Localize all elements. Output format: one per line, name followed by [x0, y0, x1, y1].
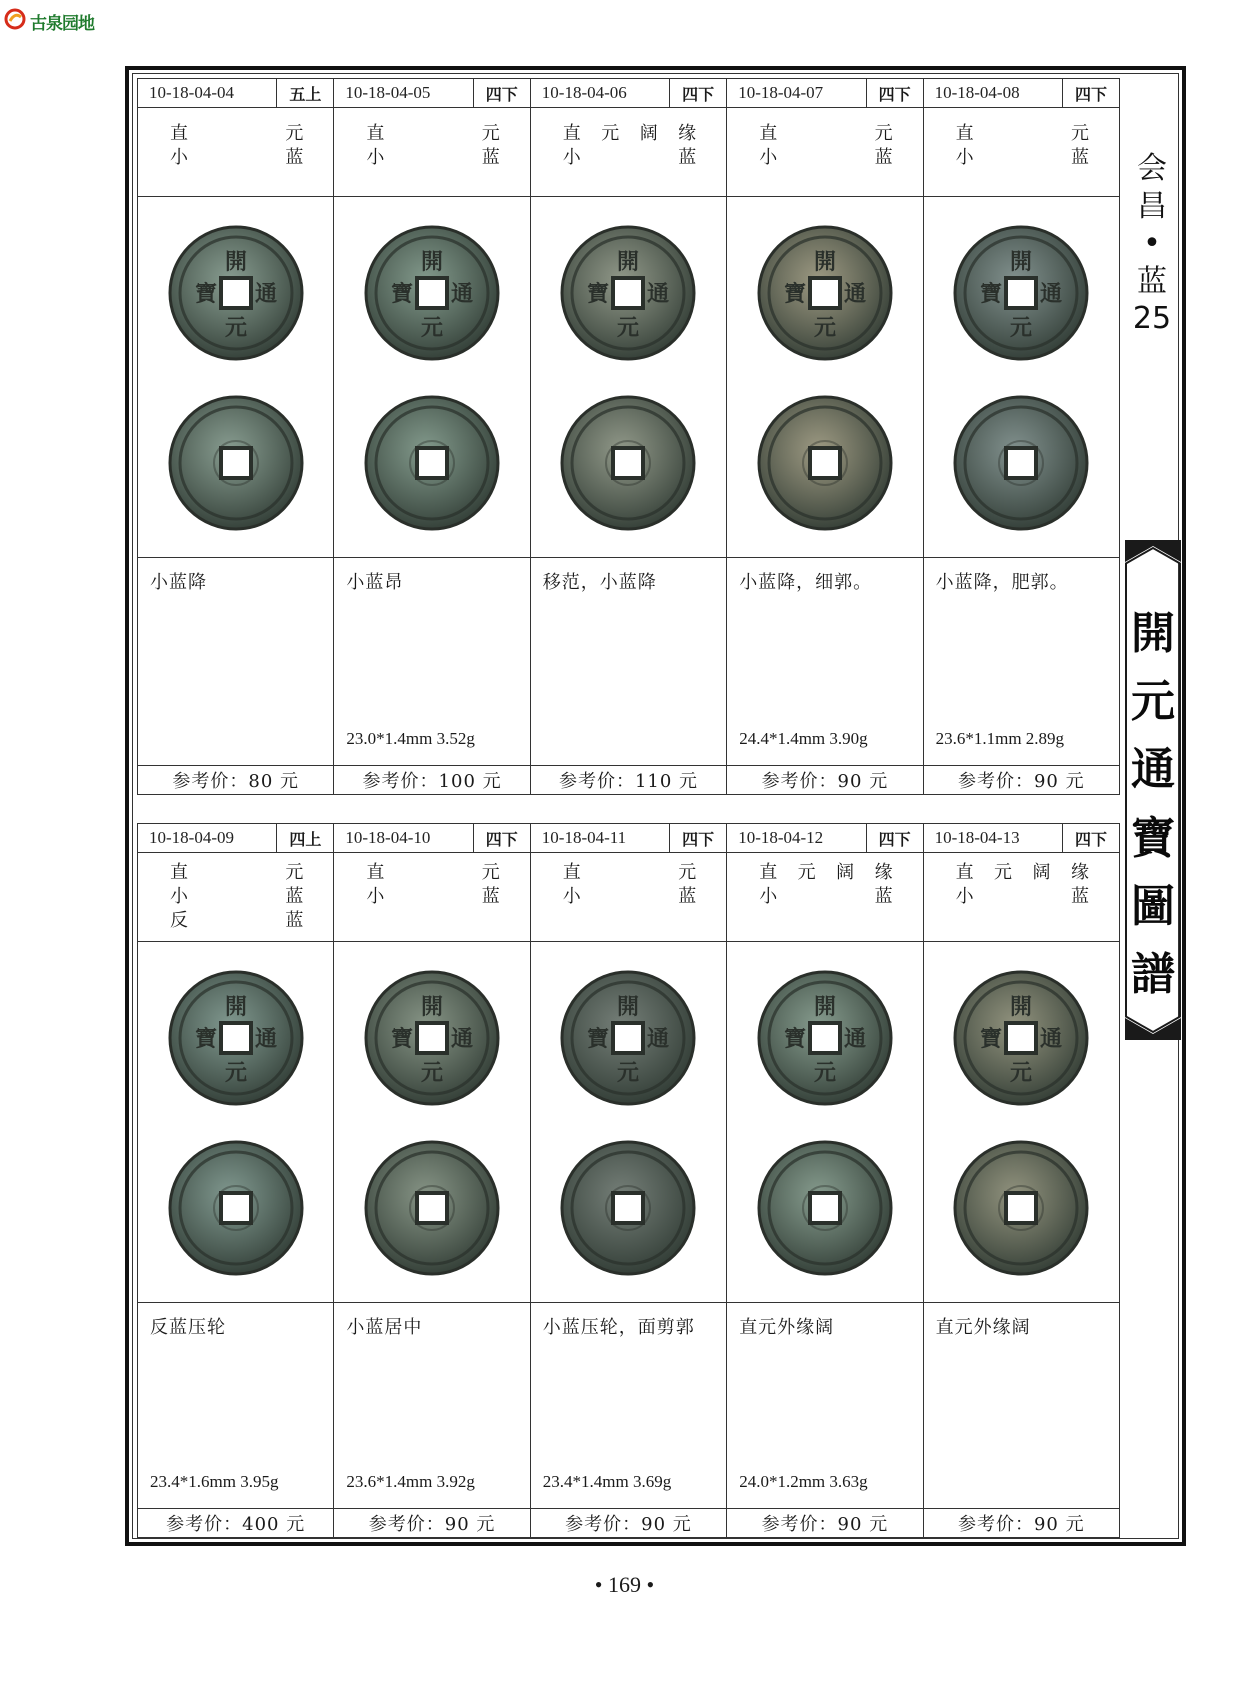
svg-text:元: 元 [813, 315, 836, 341]
coin-reverse-image [362, 393, 502, 533]
svg-text:開: 開 [1010, 994, 1033, 1020]
svg-text:元: 元 [421, 315, 444, 341]
coin-reverse-image [951, 393, 1091, 533]
coin-measurement: 23.6*1.1mm 2.89g [935, 729, 1065, 748]
legend-char: 小 [759, 147, 778, 168]
legend-line [956, 861, 1089, 885]
legend-line [759, 861, 892, 885]
catalog-code: 10-18-04-13 [934, 828, 1020, 847]
legend-char: 缘 [1070, 862, 1089, 883]
catalog-code: 10-18-04-07 [738, 83, 824, 102]
legend-char: 缘 [678, 123, 697, 144]
coin-reverse-image [166, 1138, 306, 1278]
reference-price: 参考价：90 元 [957, 771, 1085, 792]
coin-measurement: 23.6*1.4mm 3.92g [346, 1472, 475, 1491]
coin-entry [924, 824, 1120, 1538]
legend-line [170, 885, 303, 909]
catalog-code: 10-18-04-04 [149, 83, 234, 102]
legend-char: 蓝 [481, 886, 500, 907]
coin-remark: 小蓝降，肥郭。 [935, 572, 1069, 593]
reference-price: 参考价：100 元 [362, 771, 502, 792]
svg-text:元: 元 [421, 1060, 444, 1086]
coin-reverse-image [558, 1138, 698, 1278]
legend-char: 元 [481, 123, 500, 144]
reference-price: 参考价：90 元 [368, 1514, 496, 1535]
legend-char: 直 [170, 862, 188, 883]
legend-line [366, 146, 499, 170]
coin-table-bottom [137, 823, 1120, 1538]
coin-reverse-image [755, 393, 895, 533]
svg-text:寶: 寶 [587, 281, 610, 307]
legend-line [366, 885, 499, 909]
svg-text:開: 開 [813, 994, 836, 1020]
legend-line [759, 122, 892, 146]
grade-label: 四下 [473, 824, 530, 852]
coin-obverse-image [951, 968, 1091, 1108]
svg-text:開: 開 [421, 249, 444, 275]
coin-entry [138, 79, 334, 795]
coin-photo [924, 197, 1119, 558]
coin-entry-header [334, 824, 529, 853]
coin-features-legend [138, 853, 333, 942]
coin-photo [727, 942, 922, 1303]
reference-price: 参考价：110 元 [558, 771, 699, 792]
coin-notes [727, 558, 922, 766]
legend-line [956, 885, 1089, 909]
page-number: • 169 • [594, 1572, 655, 1597]
catalog-code: 10-18-04-10 [345, 828, 431, 847]
legend-char: 蓝 [874, 147, 893, 168]
legend-char: 小 [955, 147, 974, 168]
reference-price: 参考价：90 元 [565, 1514, 692, 1535]
legend-char: 元 [994, 862, 1013, 883]
svg-text:開: 開 [421, 994, 444, 1020]
legend-char: 小 [562, 886, 581, 907]
legend-char: 元 [1070, 123, 1089, 144]
svg-text:通: 通 [647, 1026, 670, 1052]
grade-label: 四下 [473, 79, 530, 107]
legend-char: 元 [285, 123, 304, 144]
legend-char: 小 [366, 886, 385, 907]
coin-remark: 小蓝降 [150, 572, 207, 593]
legend-char: 直 [955, 123, 974, 144]
legend-char: 直 [366, 862, 385, 883]
coin-photo [531, 197, 726, 558]
coin-photo [138, 197, 333, 558]
coin-entry [924, 79, 1120, 795]
coin-reverse-image [166, 393, 306, 533]
legend-char: 直 [170, 123, 188, 144]
svg-text:通: 通 [843, 1026, 866, 1052]
side-title-char: 通 [1131, 744, 1175, 796]
legend-char: 反 [170, 910, 188, 931]
svg-text:寶: 寶 [194, 1026, 217, 1052]
coin-table-top [137, 78, 1120, 795]
svg-text:寶: 寶 [194, 281, 217, 307]
grade-label: 四下 [1062, 79, 1119, 107]
coin-remark: 反蓝压轮 [150, 1317, 226, 1338]
reference-price: 参考价：90 元 [761, 771, 889, 792]
legend-char: 缘 [874, 862, 893, 883]
svg-text:元: 元 [224, 1060, 247, 1086]
svg-text:寶: 寶 [783, 281, 806, 307]
coin-entry-header [138, 79, 333, 108]
coin-reverse-image [558, 393, 698, 533]
coin-features-legend [334, 108, 529, 197]
legend-char: 直 [759, 862, 778, 883]
legend-char: 蓝 [678, 147, 697, 168]
coin-notes [924, 1303, 1119, 1509]
legend-char: 直 [366, 123, 385, 144]
side-category-label [1125, 150, 1179, 338]
coin-entry-header [727, 79, 922, 108]
coin-reverse-image [362, 1138, 502, 1278]
coin-entry [334, 79, 530, 795]
svg-text:通: 通 [1040, 1026, 1063, 1052]
coin-features-legend [727, 853, 922, 942]
coin-photo [531, 942, 726, 1303]
coin-remark: 直元外缘阔 [935, 1317, 1031, 1338]
svg-text:寶: 寶 [391, 1026, 414, 1052]
legend-char: 蓝 [874, 886, 893, 907]
coin-notes [531, 1303, 726, 1509]
coin-features-legend [924, 108, 1119, 197]
coin-notes [727, 1303, 922, 1509]
coin-entry-header [924, 824, 1119, 853]
coin-features-legend [334, 853, 529, 942]
coin-remark: 小蓝压轮，面剪郭 [542, 1317, 695, 1338]
legend-line [956, 122, 1089, 146]
coin-obverse-image [166, 223, 306, 363]
coin-photo [334, 942, 529, 1303]
coin-measurement: 23.0*1.4mm 3.52g [346, 729, 475, 748]
legend-line [956, 146, 1089, 170]
side-label-line4: 25 [1132, 301, 1172, 336]
coin-entry [531, 79, 727, 795]
side-title-char: 元 [1131, 676, 1175, 728]
grade-label: 五上 [276, 79, 333, 107]
svg-text:元: 元 [617, 1060, 640, 1086]
coin-obverse-image [362, 968, 502, 1108]
side-label-dot: • [1143, 226, 1161, 261]
svg-text:通: 通 [254, 281, 277, 307]
coin-entry-header [138, 824, 333, 853]
reference-price: 参考价：90 元 [957, 1514, 1085, 1535]
catalog-code: 10-18-04-09 [149, 828, 234, 847]
side-label-line2: 昌 [1137, 188, 1167, 224]
coin-obverse-image [755, 968, 895, 1108]
grade-label: 四上 [276, 824, 333, 852]
svg-text:開: 開 [617, 249, 640, 275]
svg-text:寶: 寶 [980, 1026, 1003, 1052]
coin-features-legend [531, 853, 726, 942]
legend-char: 直 [759, 123, 778, 144]
svg-text:通: 通 [843, 281, 866, 307]
legend-char: 小 [170, 886, 188, 907]
coin-notes [334, 1303, 529, 1509]
legend-line [170, 909, 303, 933]
legend-line [170, 122, 303, 146]
legend-char: 元 [601, 123, 620, 144]
coin-measurement: 24.4*1.4mm 3.90g [739, 729, 868, 748]
side-book-title [1125, 600, 1181, 1009]
coin-entry-header [334, 79, 529, 108]
grade-label: 四下 [866, 824, 923, 852]
coin-notes [138, 558, 333, 766]
legend-char: 小 [562, 147, 581, 168]
legend-line [563, 885, 696, 909]
coin-entry [138, 824, 334, 1538]
grade-label: 四下 [669, 824, 726, 852]
legend-char: 蓝 [678, 886, 697, 907]
coin-notes [531, 558, 726, 766]
coin-features-legend [138, 108, 333, 197]
coin-entry [727, 79, 923, 795]
coin-photo [138, 942, 333, 1303]
legend-line [366, 861, 499, 885]
coin-entry [727, 824, 923, 1538]
legend-char: 元 [797, 862, 816, 883]
legend-char: 直 [562, 862, 581, 883]
legend-char: 阔 [836, 862, 855, 883]
legend-line [366, 122, 499, 146]
svg-text:開: 開 [1010, 249, 1033, 275]
svg-text:元: 元 [1010, 315, 1033, 341]
legend-char: 阔 [639, 123, 658, 144]
legend-char: 蓝 [285, 886, 304, 907]
svg-text:通: 通 [254, 1026, 277, 1052]
coin-remark: 直元外缘阔 [739, 1317, 835, 1338]
side-title-char: 圖 [1131, 880, 1175, 932]
coin-obverse-image [755, 223, 895, 363]
legend-char: 小 [366, 147, 385, 168]
svg-text:元: 元 [813, 1060, 836, 1086]
legend-char: 元 [678, 862, 697, 883]
side-label-line3: 蓝 [1137, 263, 1167, 299]
svg-text:開: 開 [224, 249, 247, 275]
coin-entry-header [531, 824, 726, 853]
legend-line [563, 146, 696, 170]
catalog-code: 10-18-04-11 [541, 828, 627, 847]
catalog-code: 10-18-04-08 [934, 83, 1020, 102]
legend-line [170, 861, 303, 885]
coin-measurement: 24.0*1.2mm 3.63g [739, 1472, 868, 1491]
side-title-char: 寶 [1131, 812, 1175, 864]
svg-text:寶: 寶 [980, 281, 1003, 307]
svg-text:開: 開 [617, 994, 640, 1020]
svg-text:通: 通 [647, 281, 670, 307]
coin-entry-header [531, 79, 726, 108]
svg-text:開: 開 [224, 994, 247, 1020]
svg-text:通: 通 [1040, 281, 1063, 307]
coin-obverse-image [558, 968, 698, 1108]
coin-photo [334, 197, 529, 558]
legend-char: 蓝 [285, 147, 304, 168]
legend-char: 阔 [1032, 862, 1051, 883]
side-title-char: 開 [1131, 608, 1175, 659]
grade-label: 四下 [669, 79, 726, 107]
side-title-char: 譜 [1131, 948, 1175, 1000]
coin-photo [727, 197, 922, 558]
grade-label: 四下 [866, 79, 923, 107]
legend-char: 小 [170, 147, 188, 168]
reference-price: 参考价：80 元 [172, 771, 300, 792]
coin-reverse-image [951, 1138, 1091, 1278]
side-label-line1: 会 [1137, 151, 1167, 186]
reference-price: 参考价：400 元 [166, 1514, 306, 1535]
coin-features-legend [924, 853, 1119, 942]
site-logo [4, 6, 114, 32]
svg-text:元: 元 [224, 315, 247, 341]
legend-line [563, 122, 696, 146]
grade-label: 四下 [1062, 824, 1119, 852]
catalog-code: 10-18-04-12 [738, 828, 824, 847]
coin-entry-header [924, 79, 1119, 108]
coin-entry [334, 824, 530, 1538]
legend-line [563, 861, 696, 885]
coin-obverse-image [558, 223, 698, 363]
coin-entry [531, 824, 727, 1538]
reference-price: 参考价：90 元 [761, 1514, 889, 1535]
coin-measurement: 23.4*1.6mm 3.95g [150, 1472, 279, 1491]
svg-text:寶: 寶 [391, 281, 414, 307]
coin-measurement: 23.4*1.4mm 3.69g [542, 1472, 672, 1491]
coin-notes [138, 1303, 333, 1509]
legend-char: 直 [955, 862, 974, 883]
coin-obverse-image [951, 223, 1091, 363]
legend-char: 小 [759, 886, 778, 907]
legend-char: 蓝 [481, 147, 500, 168]
coin-remark: 小蓝降，细郭。 [739, 572, 873, 593]
legend-char: 元 [285, 862, 304, 883]
coin-photo [924, 942, 1119, 1303]
catalog-code: 10-18-04-06 [541, 83, 627, 102]
logo-text: 古泉园地 [30, 14, 94, 34]
coin-features-legend [727, 108, 922, 197]
legend-char: 直 [562, 123, 581, 144]
coin-entry-header [727, 824, 922, 853]
logo-swirl-icon [4, 8, 26, 30]
coin-notes [334, 558, 529, 766]
legend-line [759, 885, 892, 909]
coin-obverse-image [166, 968, 306, 1108]
svg-text:元: 元 [1010, 1060, 1033, 1086]
coin-remark: 小蓝居中 [346, 1317, 423, 1338]
coin-remark: 移范，小蓝降 [542, 572, 657, 593]
legend-char: 元 [481, 862, 500, 883]
svg-text:寶: 寶 [587, 1026, 610, 1052]
legend-line [170, 146, 303, 170]
legend-char: 蓝 [285, 910, 304, 931]
legend-char: 小 [955, 886, 974, 907]
coin-reverse-image [755, 1138, 895, 1278]
coin-obverse-image [362, 223, 502, 363]
coin-remark: 小蓝昂 [346, 572, 404, 593]
legend-line [759, 146, 892, 170]
svg-text:元: 元 [617, 315, 640, 341]
svg-text:通: 通 [451, 281, 474, 307]
coin-notes [924, 558, 1119, 766]
legend-char: 蓝 [1070, 147, 1089, 168]
svg-text:通: 通 [451, 1026, 474, 1052]
svg-text:開: 開 [813, 249, 836, 275]
legend-char: 元 [874, 123, 893, 144]
legend-char: 蓝 [1070, 886, 1089, 907]
coin-features-legend [531, 108, 726, 197]
svg-text:寶: 寶 [783, 1026, 806, 1052]
catalog-code: 10-18-04-05 [345, 83, 431, 102]
